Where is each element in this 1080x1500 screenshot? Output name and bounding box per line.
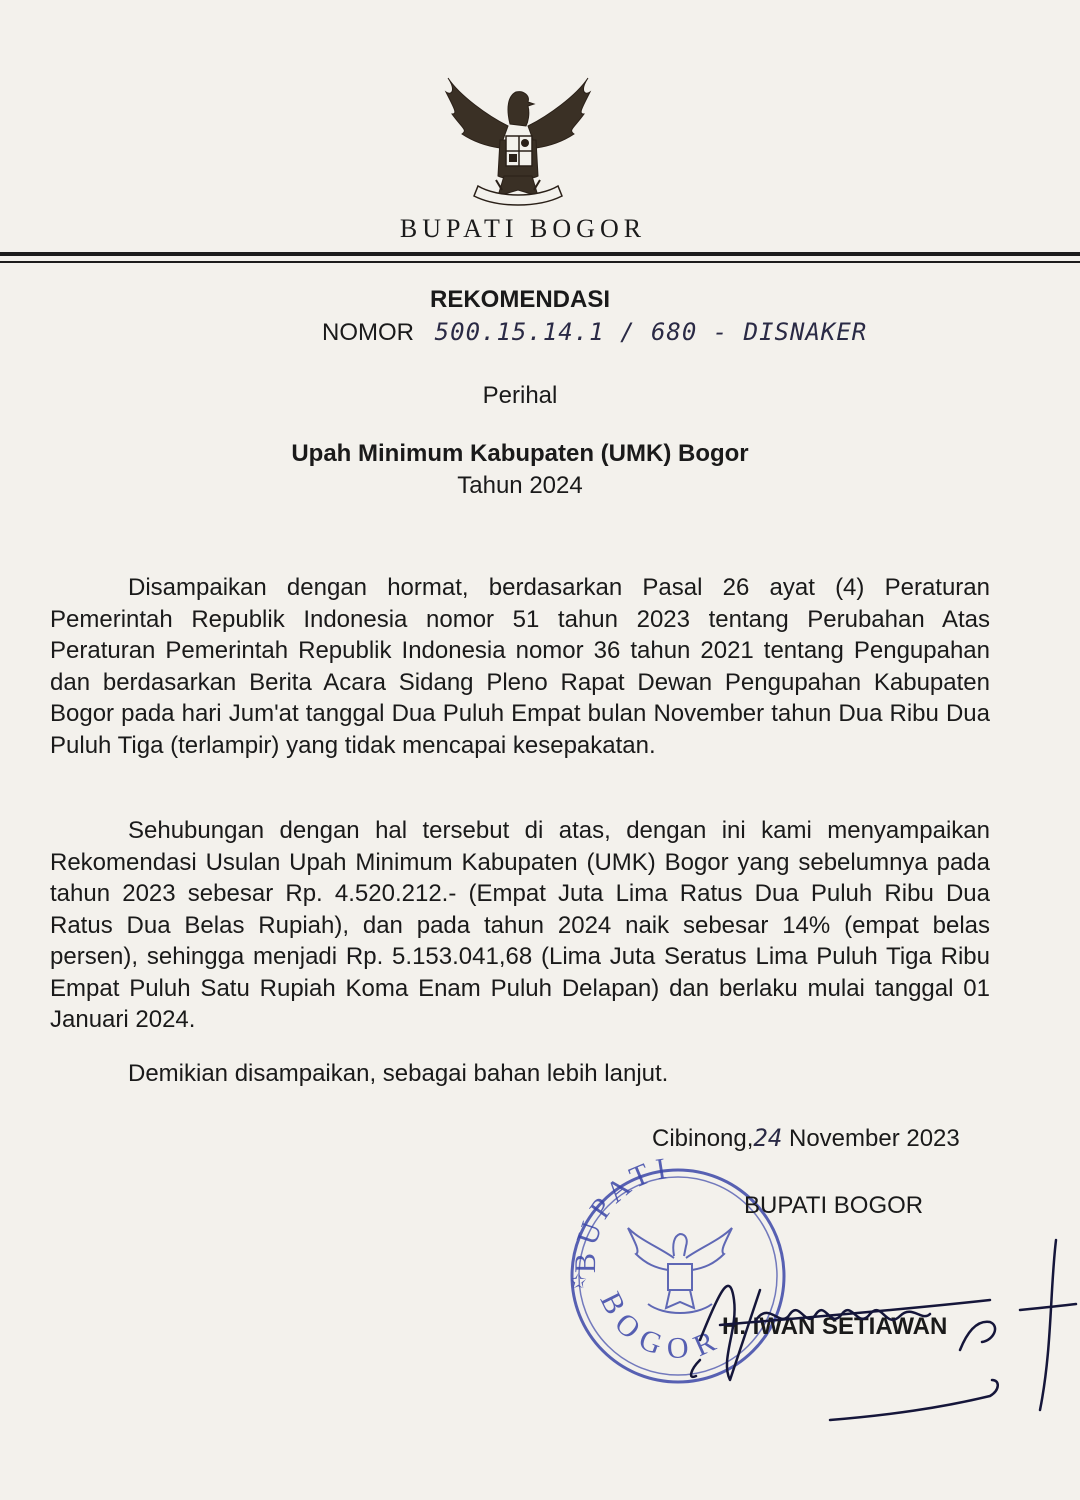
perihal-label: Perihal bbox=[482, 382, 558, 409]
garuda-emblem-icon bbox=[438, 56, 598, 216]
header-divider-thick bbox=[0, 252, 1080, 256]
handwritten-signature-icon bbox=[660, 1230, 1080, 1430]
number-label: NOMOR bbox=[322, 319, 414, 346]
date-day: 24 bbox=[753, 1124, 783, 1152]
header-divider-thin bbox=[0, 261, 1080, 263]
number-value: 500.15.14.1 / 680 - DISNAKER bbox=[434, 318, 868, 346]
body-paragraph-1: Disampaikan dengan hormat, berdasarkan Pasal 26 ayat (4) Peraturan Pemerintah Republik Indonesia nomor 51 tahun 2023 tentang Perubahan Atas Peraturan Pemerintah Republik Indonesia nomor 36 tahun 2021 tentang Pengupahan dan berdasarkan Berita Acara Sidang Pleno Rapat Dewan Pengupahan Kabupaten Bogor pada hari Jum'at tanggal Dua Puluh Empat bulan November tahun Dua Ribu Dua Puluh Tiga (terlampir) yang tidak mencapai kesepakatan. bbox=[50, 574, 990, 759]
stamp-text-bottom: BOGOR bbox=[593, 1286, 730, 1366]
place: Cibinong, bbox=[652, 1125, 754, 1152]
office-title: BUPATI BOGOR bbox=[399, 214, 647, 243]
body-paragraph-3: Demikian disampaikan, sebagai bahan lebih lanjut. bbox=[128, 1060, 669, 1087]
body-paragraph-2: Sehubungan dengan hal tersebut di atas, dengan ini kami menyampaikan Rekomendasi Usulan Upah Minimum Kabupaten (UMK) Bogor yang sebelumnya pada tahun 2023 sebesar Rp. 4.520.212.- (Empat Juta Lima Ratus Dua Puluh Ribu Dua Ratus Dua Belas Rupiah), dan pada tahun 2024 naik sebesar 14% (empat belas persen), sehingga menjadi Rp. 5.153.041,68 (Lima Juta Seratus Lima Puluh Tiga Ribu Empat Puluh Satu Rupiah Koma Enam Puluh Delapan) dan berlaku mulai tanggal 01 Januari 2024. bbox=[50, 817, 990, 1033]
subject-year: Tahun 2024 bbox=[457, 472, 583, 499]
svg-text:BUPATI bbox=[569, 1151, 674, 1273]
svg-text:✩: ✩ bbox=[570, 1269, 587, 1293]
subject-title: Upah Minimum Kabupaten (UMK) Bogor bbox=[291, 440, 749, 467]
document-number bbox=[322, 318, 867, 347]
stamp-text-top: BUPATI bbox=[568, 1151, 675, 1274]
signatory-role: BUPATI BOGOR bbox=[744, 1192, 924, 1219]
date-month-year: November 2023 bbox=[782, 1125, 960, 1152]
document-title: REKOMENDASI bbox=[429, 286, 610, 313]
signatory-name: H. IWAN SETIAWAN bbox=[722, 1313, 948, 1340]
